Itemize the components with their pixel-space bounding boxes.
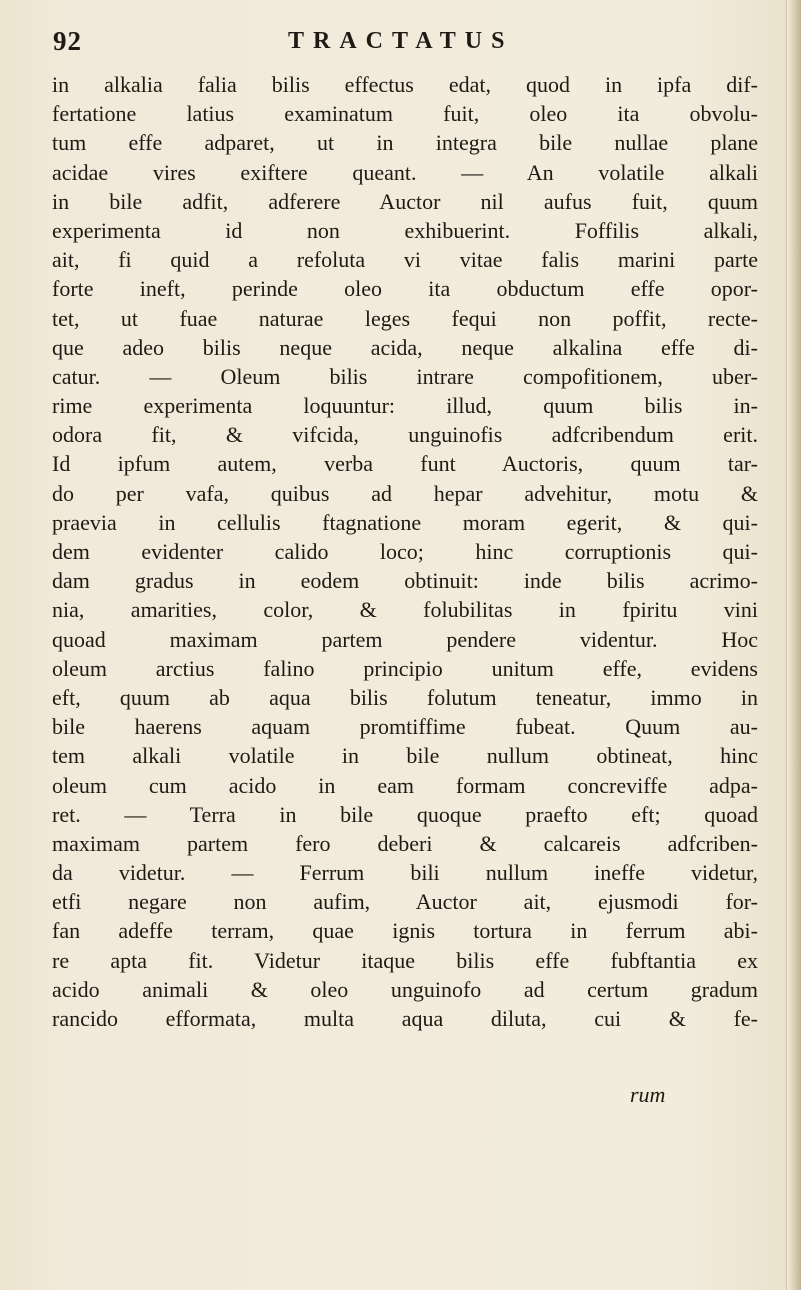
text-line: tem alkali volatile in bile nullum obtineat, hinc bbox=[52, 743, 758, 769]
text-line: acido animali & oleo unguinofo ad certum gradum bbox=[52, 976, 758, 1002]
text-line: eft, quum ab aqua bilis folutum teneatur, immo in bbox=[52, 684, 758, 710]
text-line: do per vafa, quibus ad hepar advehitur, motu & bbox=[52, 480, 758, 506]
text-line: forte ineft, perinde oleo ita obductum effe opor- bbox=[52, 276, 758, 302]
text-line: maximam partem fero deberi & calcareis adfcriben- bbox=[52, 830, 758, 856]
page-edge bbox=[786, 0, 801, 1290]
text-line: rancido efformata, multa aqua diluta, cui & fe- bbox=[52, 1006, 758, 1031]
text-line: oleum cum acido in eam formam concreviffe adpa- bbox=[52, 772, 758, 798]
text-line: in bile adfit, adferere Auctor nil aufus fuit, quum bbox=[52, 188, 758, 214]
text-line: oleum arctius falino principio unitum effe, evidens bbox=[52, 655, 758, 681]
text-line: etfi negare non aufim, Auctor ait, ejusmodi for- bbox=[52, 889, 758, 915]
text-line: bile haerens aquam promtiffime fubeat. Quum au- bbox=[52, 714, 758, 740]
text-line: re apta fit. Videtur itaque bilis effe fubftantia ex bbox=[52, 947, 758, 973]
body-text bbox=[52, 70, 758, 1033]
text-line: catur. — Oleum bilis intrare compofitionem, uber- bbox=[52, 363, 758, 389]
text-line: dam gradus in eodem obtinuit: inde bilis acrimo- bbox=[52, 568, 758, 594]
text-line: nia, amarities, color, & folubilitas in fpiritu vini bbox=[52, 597, 758, 623]
running-head: TRACTATUS bbox=[288, 28, 514, 54]
catchword: rum bbox=[630, 1082, 666, 1107]
text-line: que adeo bilis neque acida, neque alkalina effe di- bbox=[52, 334, 758, 360]
page-header bbox=[50, 26, 750, 66]
text-line: tet, ut fuae naturae leges fequi non poffit, recte- bbox=[52, 305, 758, 331]
page-number: 92 bbox=[53, 26, 82, 56]
text-line: ait, fi quid a refoluta vi vitae falis marini parte bbox=[52, 247, 758, 273]
text-line: experimenta id non exhibuerint. Foffilis alkali, bbox=[52, 217, 758, 243]
text-line: Id ipfum autem, verba funt Auctoris, quum tar- bbox=[52, 451, 758, 477]
text-line: tum effe adparet, ut in integra bile nullae plane bbox=[52, 130, 758, 156]
text-line: praevia in cellulis ftagnatione moram egerit, & qui- bbox=[52, 509, 758, 535]
text-line: odora fit, & vifcida, unguinofis adfcribendum erit. bbox=[52, 422, 758, 448]
text-line: acidae vires exiftere queant. — An volatile alkali bbox=[52, 159, 758, 185]
text-line: dem evidenter calido loco; hinc corruptionis qui- bbox=[52, 539, 758, 564]
text-line: in alkalia falia bilis effectus edat, quod in ipfa dif- bbox=[52, 72, 758, 97]
text-line: ret. — Terra in bile quoque praefto eft; quoad bbox=[52, 801, 758, 827]
text-line: fan adeffe terram, quae ignis tortura in ferrum abi- bbox=[52, 918, 758, 944]
text-line: fertatione latius examinatum fuit, oleo ita obvolu- bbox=[52, 101, 758, 127]
text-line: rime experimenta loquuntur: illud, quum bilis in- bbox=[52, 393, 758, 419]
text-line: quoad maximam partem pendere videntur. Hoc bbox=[52, 626, 758, 652]
text-line: da videtur. — Ferrum bili nullum ineffe videtur, bbox=[52, 860, 758, 886]
